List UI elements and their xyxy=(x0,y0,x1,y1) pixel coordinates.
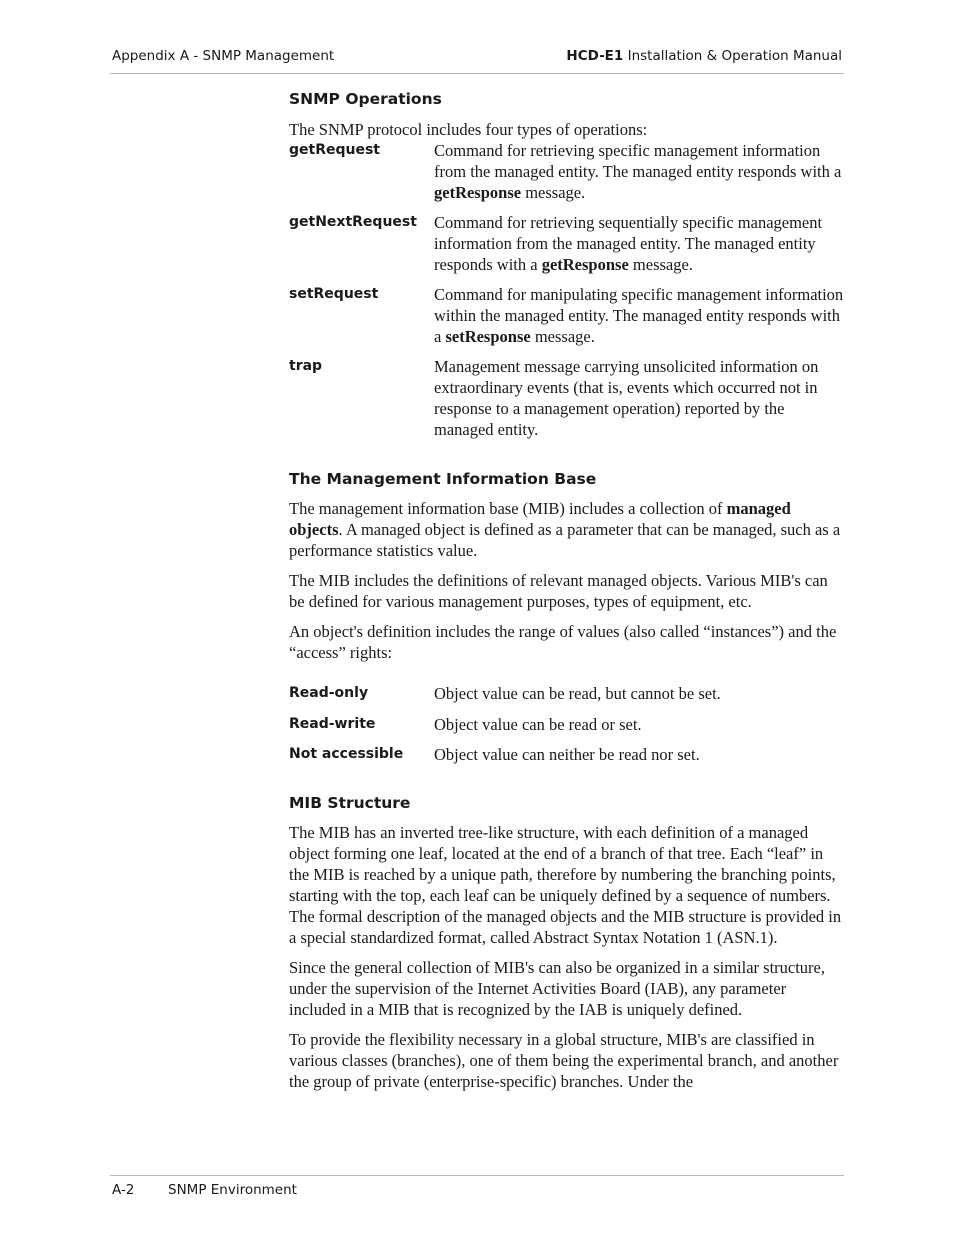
term: getNextRequest xyxy=(289,214,417,230)
mib-paragraph-2: The MIB includes the definitions of relevant managed objects. Various MIB's can be defined for various management purposes, types of equipment, etc. xyxy=(289,571,828,611)
term: Read-only xyxy=(289,685,369,701)
footer-page-number: A-2 xyxy=(112,1182,135,1198)
footer-rule xyxy=(110,1175,844,1176)
term: setRequest xyxy=(289,286,379,302)
access-not-accessible xyxy=(289,744,845,765)
section-title-mib: The Management Information Base xyxy=(289,470,597,488)
term: trap xyxy=(289,358,323,374)
header-rule xyxy=(110,73,844,74)
definition: Command for manipulating specific management information within the managed entity. The managed entity responds with a setResponse message. xyxy=(434,285,844,346)
access-read-only xyxy=(289,683,845,704)
definition: Command for retrieving specific management information from the managed entity. The managed entity responds with a getResponse message. xyxy=(434,141,842,202)
definition: Object value can neither be read nor set. xyxy=(434,745,700,764)
section-title-snmp-operations: SNMP Operations xyxy=(289,90,442,108)
ops-item-trap xyxy=(289,356,845,440)
ops-item-getnextrequest xyxy=(289,212,845,275)
term: Read-write xyxy=(289,716,376,732)
mib-paragraph-1: The management information base (MIB) includes a collection of managed objects. A managed object is defined as a parameter that can be managed, such as a performance statistics value. xyxy=(289,499,841,560)
structure-paragraph-3: To provide the flexibility necessary in a global structure, MIB's are classified in various classes (branches), one of them being the experimental branch, and another the group of private (enterprise-specific) branches. Under the xyxy=(289,1030,839,1091)
header-manual-title xyxy=(566,48,842,64)
section-title-mib-structure: MIB Structure xyxy=(289,794,411,812)
footer-section-title: SNMP Environment xyxy=(168,1182,297,1198)
access-read-write xyxy=(289,714,845,735)
header-product: HCD-E1 xyxy=(566,48,624,64)
page-content xyxy=(289,88,845,1092)
ops-intro: The SNMP protocol includes four types of operations: xyxy=(289,120,648,139)
structure-paragraph-1: The MIB has an inverted tree-like structure, with each definition of a managed object forming one leaf, located at the end of a branch of that tree. Each “leaf” in the MIB is reached by a unique path, therefore by numbering the branching points, starting with the top, each leaf can be uniquely defined by a sequence of numbers. The formal description of the managed objects and the MIB structure is provided in a special standardized format, called Abstract Syntax Notation 1 (ASN.1). xyxy=(289,823,842,947)
ops-item-setrequest xyxy=(289,284,845,347)
definition: Management message carrying unsolicited information on extraordinary events (that is, events which occurred not in response to a management operation) reported by the managed entity. xyxy=(434,357,819,439)
header-chapter: Appendix A - SNMP Management xyxy=(112,48,335,64)
term: Not accessible xyxy=(289,746,404,762)
ops-item-getrequest xyxy=(289,140,845,203)
definition: Object value can be read or set. xyxy=(434,715,642,734)
definition: Command for retrieving sequentially specific management information from the managed entity. The managed entity responds with a getResponse message. xyxy=(434,213,823,274)
structure-paragraph-2: Since the general collection of MIB's can also be organized in a similar structure, under the supervision of the Internet Activities Board (IAB), any parameter included in a MIB that is recognized by the IAB is uniquely defined. xyxy=(289,958,825,1019)
definition: Object value can be read, but cannot be set. xyxy=(434,684,721,703)
term: getRequest xyxy=(289,142,380,158)
mib-paragraph-3: An object's definition includes the range of values (also called “instances”) and the “access” rights: xyxy=(289,622,837,662)
header-manual-rest: Installation & Operation Manual xyxy=(623,48,842,64)
